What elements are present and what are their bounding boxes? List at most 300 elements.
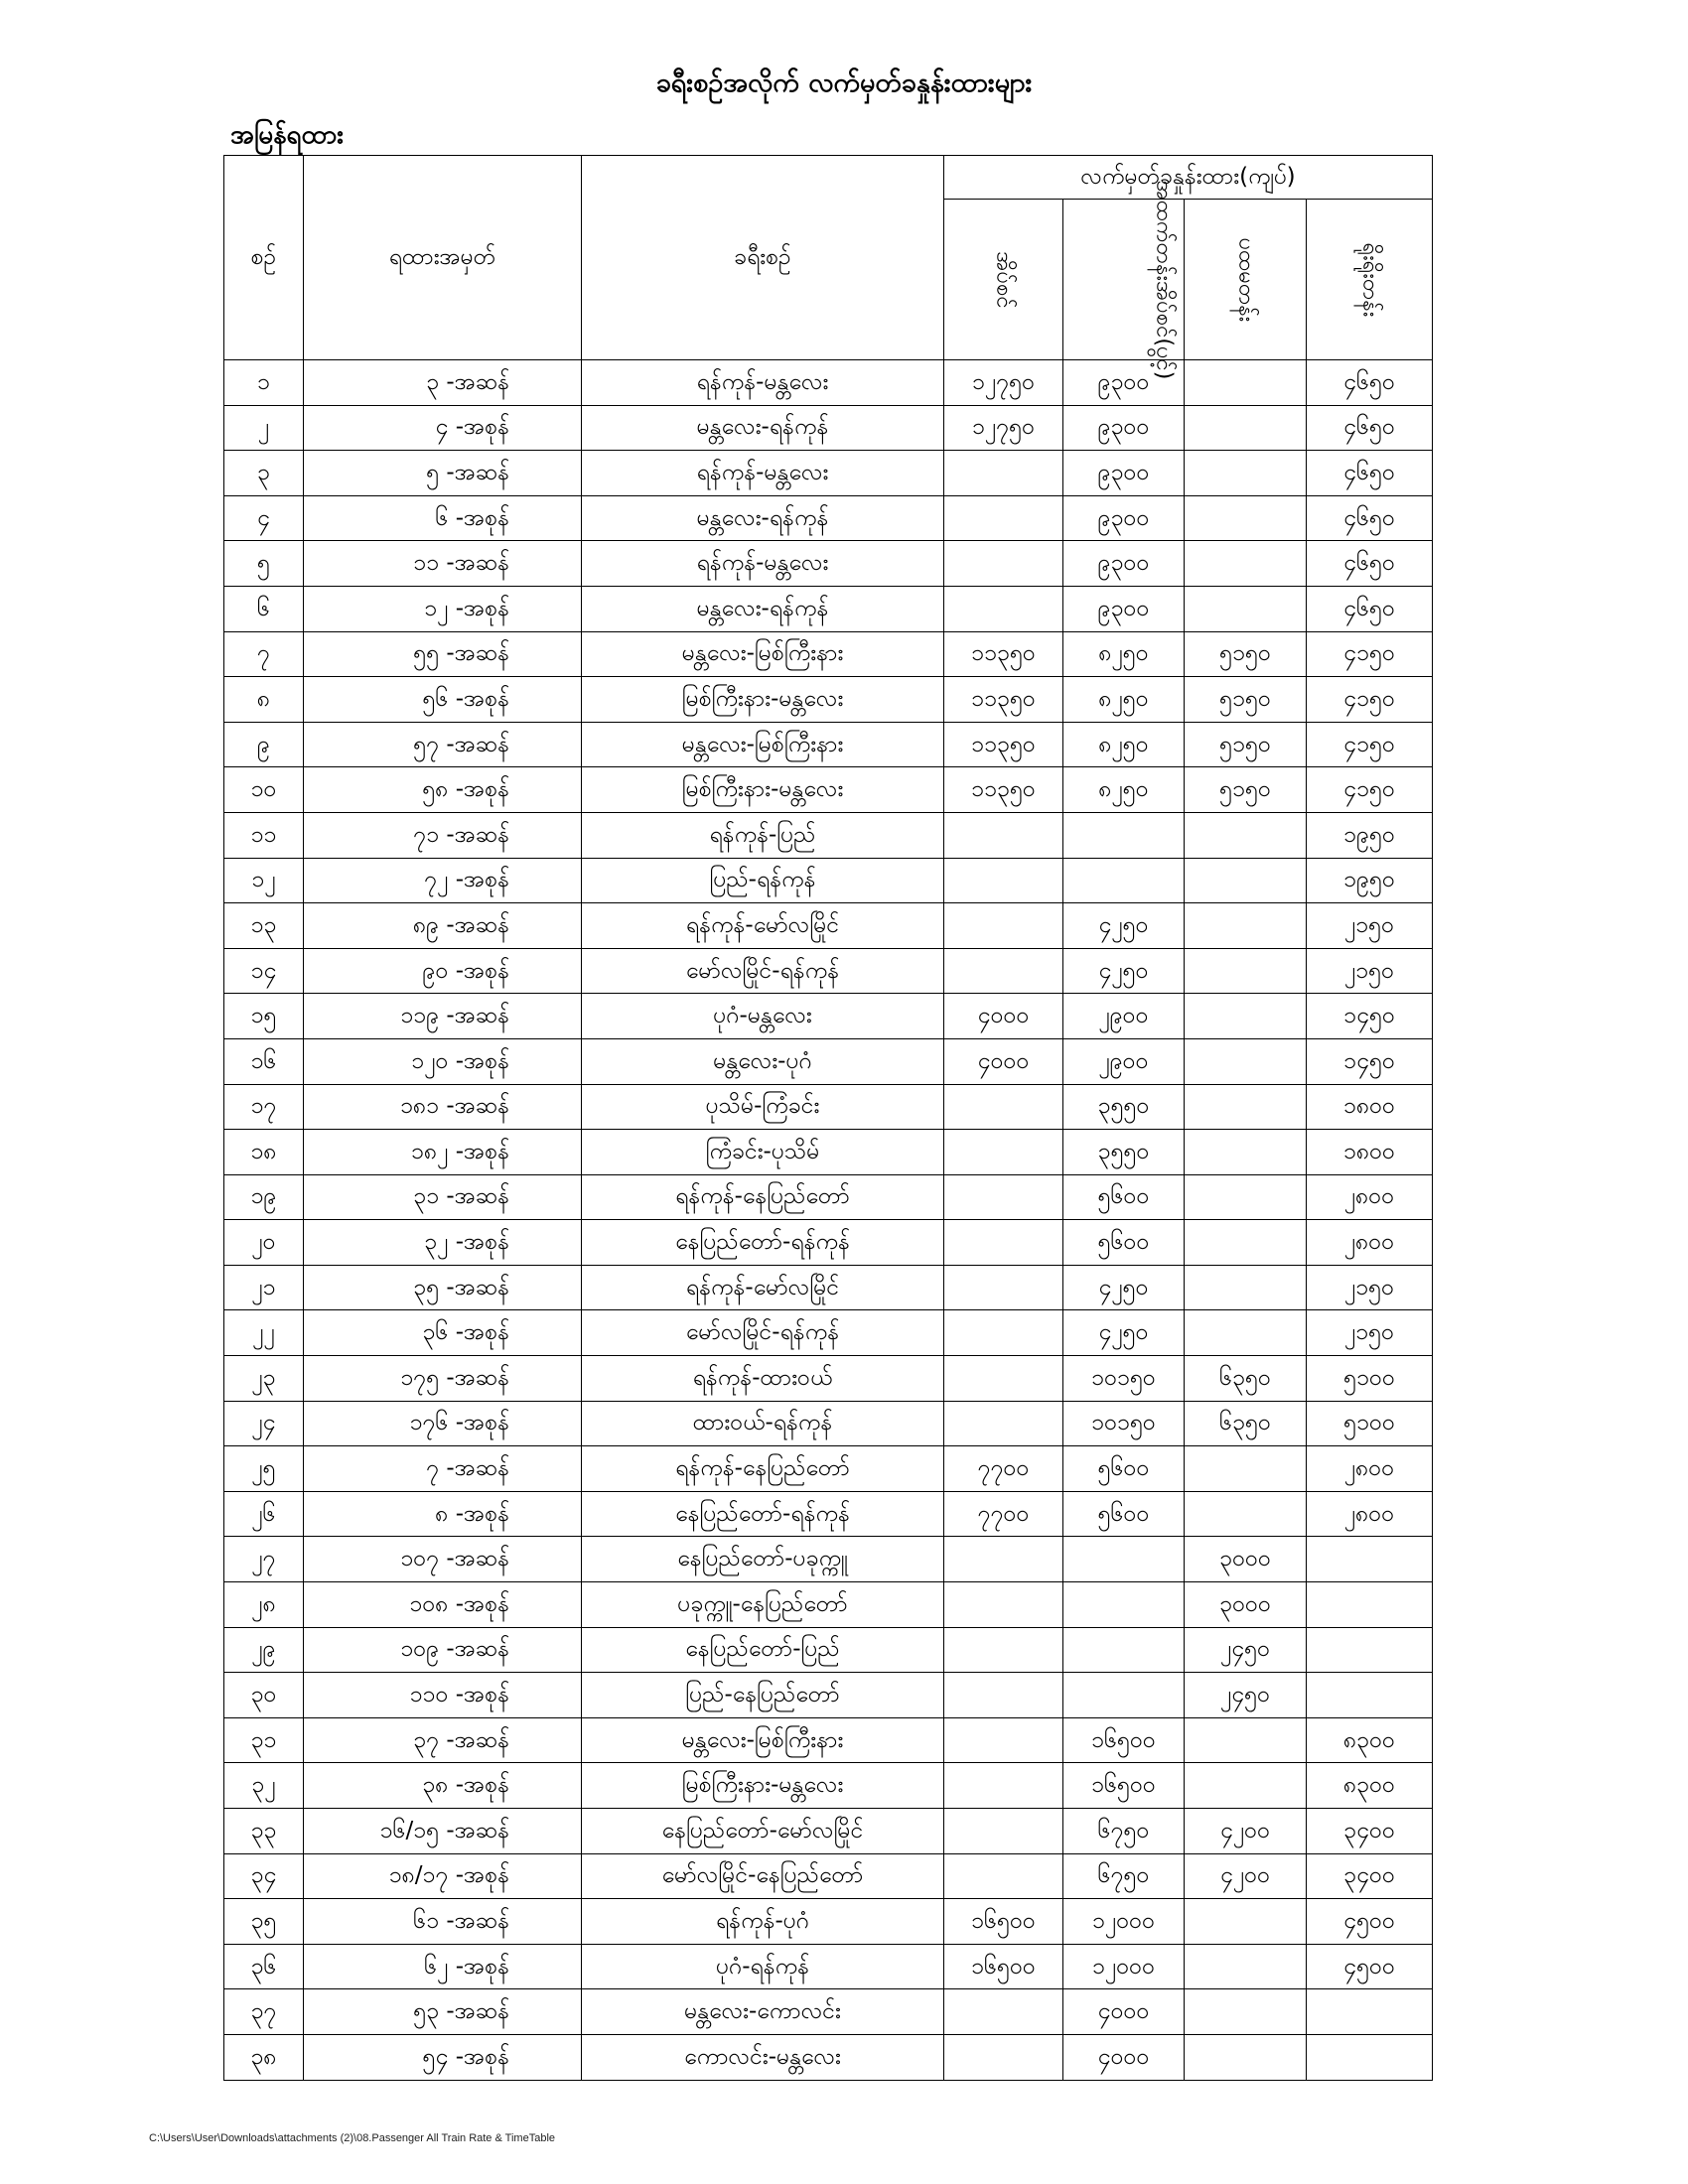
- fare-first-class: [1185, 1038, 1307, 1084]
- table-row: [224, 495, 1433, 541]
- fare-ordinary: ၂၁၅၀: [1307, 948, 1433, 994]
- table-row: [224, 1899, 1433, 1945]
- row-number: ၁၂: [224, 858, 304, 903]
- fare-upper-sleeper: ၈၂၅၀: [1063, 722, 1185, 767]
- fare-ordinary: ၅၁၀၀: [1307, 1356, 1433, 1402]
- fare-upper-sleeper: ၉၃၀၀: [1063, 405, 1185, 451]
- table-row: [224, 1174, 1433, 1220]
- route: မန္တလေး-မြစ်ကြီးနား: [582, 1717, 944, 1763]
- row-number: ၂၁: [224, 1265, 304, 1310]
- route: မန္တလေး-ရန်ကုန်: [582, 405, 944, 451]
- fare-ordinary: ၄၁၅၀: [1307, 677, 1433, 723]
- fare-ordinary: ၁၈၀၀: [1307, 1084, 1433, 1130]
- fare-ordinary: ၅၁၀၀: [1307, 1401, 1433, 1446]
- route: ကောလင်း-မန္တလေး: [582, 2034, 944, 2080]
- fare-first-class: ၄၂၀၀: [1185, 1809, 1307, 1854]
- fare-sleeper: [944, 812, 1063, 858]
- fare-upper-sleeper: ၁၀၁၅၀: [1063, 1401, 1185, 1446]
- route: မော်လမြိုင်-ရန်ကုန်: [582, 948, 944, 994]
- fare-upper-sleeper: ၃၅၅၀: [1063, 1130, 1185, 1175]
- route: ကြံခင်း-ပုသိမ်: [582, 1130, 944, 1175]
- row-number: ၆: [224, 586, 304, 631]
- fare-first-class: ၃၀၀၀: [1185, 1537, 1307, 1582]
- train-number: ၁၂ -အစုန်: [304, 586, 582, 631]
- train-number: ၁၁၉ -အဆန်: [304, 994, 582, 1039]
- fare-upper-sleeper: ၁၆၅၀၀: [1063, 1763, 1185, 1809]
- fare-upper-sleeper: ၉၃၀၀: [1063, 541, 1185, 587]
- fare-table-body: [224, 360, 1433, 2081]
- row-number: ၁၀: [224, 767, 304, 813]
- table-row: [224, 1446, 1433, 1492]
- route: မြစ်ကြီးနား-မန္တလေး: [582, 677, 944, 723]
- fare-sleeper: ၁၆၅၀၀: [944, 1944, 1063, 1989]
- train-number: ၆၂ -အစုန်: [304, 1944, 582, 1989]
- route: ရန်ကုန်-ပြည်: [582, 812, 944, 858]
- route: ရန်ကုန်-ပုဂံ: [582, 1899, 944, 1945]
- train-number: ၁၆/၁၅ -အဆန်: [304, 1809, 582, 1854]
- fare-ordinary: ၄၆၅၀: [1307, 495, 1433, 541]
- fare-upper-sleeper: ၁၂၀၀၀: [1063, 1899, 1185, 1945]
- fare-first-class: [1185, 994, 1307, 1039]
- route: မန္တလေး-ရန်ကုန်: [582, 495, 944, 541]
- fare-ordinary: [1307, 1627, 1433, 1673]
- route: ရန်ကုန်-မန္တလေး: [582, 541, 944, 587]
- row-number: ၁၄: [224, 948, 304, 994]
- fare-ordinary: ၂၈၀၀: [1307, 1446, 1433, 1492]
- row-number: ၂၈: [224, 1582, 304, 1628]
- route: မန္တလေး-ရန်ကုန်: [582, 586, 944, 631]
- fare-first-class: [1185, 1491, 1307, 1537]
- fare-sleeper: [944, 1582, 1063, 1628]
- row-number: ၈: [224, 677, 304, 723]
- fare-ordinary: ၈၃၀၀: [1307, 1717, 1433, 1763]
- fare-sleeper: [944, 1989, 1063, 2035]
- train-number: ၅၄ -အစုန်: [304, 2034, 582, 2080]
- table-row: [224, 405, 1433, 451]
- fare-first-class: [1185, 1944, 1307, 1989]
- fare-upper-sleeper: ၃၅၅၀: [1063, 1084, 1185, 1130]
- fare-ordinary: ၄၁၅၀: [1307, 631, 1433, 677]
- table-row: [224, 631, 1433, 677]
- row-number: ၁: [224, 360, 304, 406]
- train-number: ၁၁၀ -အစုန်: [304, 1673, 582, 1718]
- table-row: [224, 586, 1433, 631]
- row-number: ၃၃: [224, 1809, 304, 1854]
- fare-ordinary: [1307, 1537, 1433, 1582]
- fare-ordinary: ၄၅၀၀: [1307, 1944, 1433, 1989]
- fare-sleeper: [944, 1401, 1063, 1446]
- fare-upper-sleeper: ၄၂၅၀: [1063, 903, 1185, 949]
- fare-first-class: [1185, 586, 1307, 631]
- fare-upper-sleeper: ၉၃၀၀: [1063, 360, 1185, 406]
- header-no: စဉ်: [224, 156, 304, 360]
- train-number: ၈၉ -အဆန်: [304, 903, 582, 949]
- fare-sleeper: [944, 495, 1063, 541]
- table-row: [224, 1582, 1433, 1628]
- train-number: ၅၇ -အဆန်: [304, 722, 582, 767]
- table-row: [224, 1717, 1433, 1763]
- train-number: ၅၈ -အစုန်: [304, 767, 582, 813]
- fare-sleeper: [944, 586, 1063, 631]
- fare-upper-sleeper: ၉၃၀၀: [1063, 586, 1185, 631]
- fare-sleeper: [944, 2034, 1063, 2080]
- row-number: ၂၇: [224, 1537, 304, 1582]
- row-number: ၂၂: [224, 1310, 304, 1356]
- fare-upper-sleeper: ၂၉၀၀: [1063, 994, 1185, 1039]
- fare-upper-sleeper: ၅၆၀၀: [1063, 1446, 1185, 1492]
- row-number: ၅: [224, 541, 304, 587]
- table-row: [224, 1491, 1433, 1537]
- route: မြစ်ကြီးနား-မန္တလေး: [582, 767, 944, 813]
- table-row: [224, 994, 1433, 1039]
- fare-first-class: [1185, 1220, 1307, 1266]
- train-number: ၁၂၀ -အစုန်: [304, 1038, 582, 1084]
- route: မန္တလေး-ကောလင်း: [582, 1989, 944, 2035]
- fare-table: [223, 155, 1433, 2081]
- route: ရန်ကုန်-နေပြည်တော်: [582, 1174, 944, 1220]
- fare-upper-sleeper: ၄၀၀၀: [1063, 1989, 1185, 2035]
- fare-upper-sleeper: ၅၆၀၀: [1063, 1491, 1185, 1537]
- fare-ordinary: ၄၆၅၀: [1307, 586, 1433, 631]
- route: မော်လမြိုင်-နေပြည်တော်: [582, 1853, 944, 1899]
- row-number: ၃၆: [224, 1944, 304, 1989]
- route: နေပြည်တော်-မော်လမြိုင်: [582, 1809, 944, 1854]
- train-number: ၃ -အဆန်: [304, 360, 582, 406]
- row-number: ၁၈: [224, 1130, 304, 1175]
- page-title: ခရီးစဉ်အလိုက် လက်မှတ်ခနှုန်းထားများ: [655, 68, 1033, 98]
- fare-ordinary: ၄၆၅၀: [1307, 405, 1433, 451]
- fare-first-class: [1185, 948, 1307, 994]
- fare-ordinary: ၃၄၀၀: [1307, 1809, 1433, 1854]
- route: ပြည်-နေပြည်တော်: [582, 1673, 944, 1718]
- route: ပခုက္ကူ-နေပြည်တော်: [582, 1582, 944, 1628]
- table-row: [224, 1944, 1433, 1989]
- table-row: [224, 722, 1433, 767]
- row-number: ၂: [224, 405, 304, 451]
- fare-upper-sleeper: [1063, 1537, 1185, 1582]
- fare-first-class: ၅၁၅၀: [1185, 722, 1307, 767]
- fare-first-class: ၄၂၀၀: [1185, 1853, 1307, 1899]
- fare-ordinary: ၈၃၀၀: [1307, 1763, 1433, 1809]
- table-row: [224, 1084, 1433, 1130]
- table-row: [224, 1673, 1433, 1718]
- fare-ordinary: ၄၁၅၀: [1307, 767, 1433, 813]
- fare-ordinary: [1307, 1673, 1433, 1718]
- row-number: ၂၄: [224, 1401, 304, 1446]
- fare-first-class: ၃၀၀၀: [1185, 1582, 1307, 1628]
- fare-ordinary: ၁၉၅၀: [1307, 812, 1433, 858]
- route: ရန်ကုန်-မော်လမြိုင်: [582, 903, 944, 949]
- row-number: ၃: [224, 451, 304, 496]
- train-number: ၃၇ -အဆန်: [304, 1717, 582, 1763]
- fare-sleeper: [944, 1853, 1063, 1899]
- fare-ordinary: ၁၄၅၀: [1307, 1038, 1433, 1084]
- fare-first-class: ၆၃၅၀: [1185, 1356, 1307, 1402]
- fare-upper-sleeper: [1063, 1582, 1185, 1628]
- fare-first-class: ၅၁၅၀: [1185, 767, 1307, 813]
- header-class-ordinary: ရိုးရိုးတန်း: [1307, 200, 1433, 360]
- fare-sleeper: [944, 541, 1063, 587]
- row-number: ၁၃: [224, 903, 304, 949]
- fare-sleeper: [944, 1809, 1063, 1854]
- fare-ordinary: ၄၅၀၀: [1307, 1899, 1433, 1945]
- table-row: [224, 1989, 1433, 2035]
- row-number: ၄: [224, 495, 304, 541]
- train-number: ၁၇၆ -အစုန်: [304, 1401, 582, 1446]
- fare-ordinary: ၂၁၅၀: [1307, 1265, 1433, 1310]
- fare-upper-sleeper: ၁၆၅၀၀: [1063, 1717, 1185, 1763]
- fare-upper-sleeper: [1063, 858, 1185, 903]
- table-row: [224, 1310, 1433, 1356]
- fare-sleeper: [944, 1174, 1063, 1220]
- fare-first-class: ၅၁၅၀: [1185, 677, 1307, 723]
- train-number: ၁၀၉ -အဆန်: [304, 1627, 582, 1673]
- fare-ordinary: [1307, 1989, 1433, 2035]
- row-number: ၃၁: [224, 1717, 304, 1763]
- fare-sleeper: ၄၀၀၀: [944, 994, 1063, 1039]
- fare-upper-sleeper: ၈၂၅၀: [1063, 631, 1185, 677]
- train-number: ၆ -အစုန်: [304, 495, 582, 541]
- fare-upper-sleeper: ၆၇၅၀: [1063, 1809, 1185, 1854]
- route: ရန်ကုန်-မော်လမြိုင်: [582, 1265, 944, 1310]
- fare-first-class: [1185, 1763, 1307, 1809]
- fare-first-class: [1185, 1130, 1307, 1175]
- fare-ordinary: ၂၈၀၀: [1307, 1491, 1433, 1537]
- file-path-footer: C:\Users\User\Downloads\attachments (2)\08.Passenger All Train Rate & TimeTable: [149, 2132, 556, 2144]
- train-number: ၅၆ -အစုန်: [304, 677, 582, 723]
- fare-first-class: [1185, 2034, 1307, 2080]
- fare-first-class: [1185, 405, 1307, 451]
- table-row: [224, 1627, 1433, 1673]
- fare-ordinary: ၄၆၅၀: [1307, 541, 1433, 587]
- train-number: ၃၁ -အဆန်: [304, 1174, 582, 1220]
- fare-upper-sleeper: ၆၇၅၀: [1063, 1853, 1185, 1899]
- header-class-upper-sleeper: အထက်တန်းအိပ်စင်(ပွင့်): [1063, 200, 1185, 360]
- fare-upper-sleeper: ၉၃၀၀: [1063, 495, 1185, 541]
- row-number: ၃၄: [224, 1853, 304, 1899]
- fare-sleeper: [944, 1537, 1063, 1582]
- train-number: ၁၀၈ -အစုန်: [304, 1582, 582, 1628]
- fare-first-class: [1185, 541, 1307, 587]
- fare-first-class: ၂၄၅၀: [1185, 1673, 1307, 1718]
- fare-first-class: [1185, 495, 1307, 541]
- fare-ordinary: ၁၄၅၀: [1307, 994, 1433, 1039]
- route: မြစ်ကြီးနား-မန္တလေး: [582, 1763, 944, 1809]
- row-number: ၁၇: [224, 1084, 304, 1130]
- train-number: ၇၂ -အစုန်: [304, 858, 582, 903]
- section-subtitle: အမြန်ရထား: [230, 120, 344, 150]
- train-number: ၁၇၅ -အဆန်: [304, 1356, 582, 1402]
- route: ထားဝယ်-ရန်ကုန်: [582, 1401, 944, 1446]
- fare-upper-sleeper: ၈၂၅၀: [1063, 767, 1185, 813]
- fare-first-class: [1185, 1717, 1307, 1763]
- table-row: [224, 1763, 1433, 1809]
- train-number: ၇၁ -အဆန်: [304, 812, 582, 858]
- fare-sleeper: [944, 1310, 1063, 1356]
- fare-ordinary: ၁၉၅၀: [1307, 858, 1433, 903]
- fare-sleeper: ၁၁၃၅၀: [944, 722, 1063, 767]
- fare-sleeper: ၁၁၃၅၀: [944, 677, 1063, 723]
- fare-upper-sleeper: [1063, 812, 1185, 858]
- table-row: [224, 451, 1433, 496]
- fare-ordinary: ၃၄၀၀: [1307, 1853, 1433, 1899]
- fare-sleeper: ၁၂၇၅၀: [944, 405, 1063, 451]
- row-number: ၇: [224, 631, 304, 677]
- fare-first-class: [1185, 1265, 1307, 1310]
- row-number: ၃၀: [224, 1673, 304, 1718]
- train-number: ၁၁ -အဆန်: [304, 541, 582, 587]
- fare-sleeper: [944, 858, 1063, 903]
- route: မန္တလေး-မြစ်ကြီးနား: [582, 631, 944, 677]
- route: ရန်ကုန်-နေပြည်တော်: [582, 1446, 944, 1492]
- header-fare-group: လက်မှတ်ခနှုန်းထား(ကျပ်): [944, 156, 1433, 200]
- header-train: ရထားအမှတ်: [304, 156, 582, 360]
- table-row: [224, 360, 1433, 406]
- table-row: [224, 1537, 1433, 1582]
- fare-upper-sleeper: ၉၃၀၀: [1063, 451, 1185, 496]
- fare-upper-sleeper: [1063, 1627, 1185, 1673]
- route: မန္တလေး-မြစ်ကြီးနား: [582, 722, 944, 767]
- route: ပုဂံ-ရန်ကုန်: [582, 1944, 944, 1989]
- fare-first-class: [1185, 903, 1307, 949]
- route: နေပြည်တော်-ပြည်: [582, 1627, 944, 1673]
- table-row: [224, 2034, 1433, 2080]
- route: မန္တလေး-ပုဂံ: [582, 1038, 944, 1084]
- fare-first-class: [1185, 1174, 1307, 1220]
- row-number: ၁၅: [224, 994, 304, 1039]
- route: နေပြည်တော်-ရန်ကုန်: [582, 1220, 944, 1266]
- fare-sleeper: [944, 1717, 1063, 1763]
- fare-sleeper: ၁၆၅၀၀: [944, 1899, 1063, 1945]
- row-number: ၂၃: [224, 1356, 304, 1402]
- row-number: ၂၅: [224, 1446, 304, 1492]
- fare-upper-sleeper: ၄၀၀၀: [1063, 2034, 1185, 2080]
- header-route: ခရီးစဉ်: [582, 156, 944, 360]
- route: ရန်ကုန်-မန္တလေး: [582, 360, 944, 406]
- train-number: ၅ -အဆန်: [304, 451, 582, 496]
- fare-first-class: [1185, 360, 1307, 406]
- fare-upper-sleeper: ၄၂၅၀: [1063, 1265, 1185, 1310]
- fare-upper-sleeper: [1063, 1673, 1185, 1718]
- fare-upper-sleeper: ၁၂၀၀၀: [1063, 1944, 1185, 1989]
- route: ရန်ကုန်-မန္တလေး: [582, 451, 944, 496]
- fare-upper-sleeper: ၄၂၅၀: [1063, 948, 1185, 994]
- fare-first-class: [1185, 1989, 1307, 2035]
- fare-sleeper: [944, 1627, 1063, 1673]
- fare-ordinary: ၄၁၅၀: [1307, 722, 1433, 767]
- row-number: ၁၁: [224, 812, 304, 858]
- train-number: ၇ -အဆန်: [304, 1446, 582, 1492]
- row-number: ၂၀: [224, 1220, 304, 1266]
- fare-ordinary: ၂၁၅၀: [1307, 903, 1433, 949]
- fare-first-class: [1185, 812, 1307, 858]
- route: မော်လမြိုင်-ရန်ကုန်: [582, 1310, 944, 1356]
- train-number: ၃၆ -အစုန်: [304, 1310, 582, 1356]
- table-row: [224, 1130, 1433, 1175]
- table-row: [224, 1401, 1433, 1446]
- row-number: ၂၉: [224, 1627, 304, 1673]
- table-row: [224, 948, 1433, 994]
- fare-upper-sleeper: ၅၆၀၀: [1063, 1220, 1185, 1266]
- fare-ordinary: ၄၆၅၀: [1307, 451, 1433, 496]
- row-number: ၁၉: [224, 1174, 304, 1220]
- header-class-sleeper: အိပ်စင်: [944, 200, 1063, 360]
- table-row: [224, 1038, 1433, 1084]
- fare-sleeper: ၇၇၀၀: [944, 1446, 1063, 1492]
- table-row: [224, 1265, 1433, 1310]
- fare-upper-sleeper: ၅၆၀၀: [1063, 1174, 1185, 1220]
- fare-sleeper: [944, 451, 1063, 496]
- train-number: ၅၃ -အဆန်: [304, 1989, 582, 2035]
- fare-first-class: ၅၁၅၀: [1185, 631, 1307, 677]
- train-number: ၈ -အစုန်: [304, 1491, 582, 1537]
- fare-first-class: [1185, 858, 1307, 903]
- train-number: ၁၈၁ -အဆန်: [304, 1084, 582, 1130]
- table-row: [224, 767, 1433, 813]
- fare-sleeper: [944, 1673, 1063, 1718]
- fare-ordinary: [1307, 2034, 1433, 2080]
- table-row: [224, 1853, 1433, 1899]
- route: ပုသိမ်-ကြံခင်း: [582, 1084, 944, 1130]
- train-number: ၄ -အစုန်: [304, 405, 582, 451]
- train-number: ၃၅ -အဆန်: [304, 1265, 582, 1310]
- fare-upper-sleeper: ၂၉၀၀: [1063, 1038, 1185, 1084]
- route: နေပြည်တော်-ပခုက္ကူ: [582, 1537, 944, 1582]
- fare-ordinary: [1307, 1582, 1433, 1628]
- fare-first-class: ၂၄၅၀: [1185, 1627, 1307, 1673]
- table-row: [224, 1356, 1433, 1402]
- train-number: ၃၂ -အစုန်: [304, 1220, 582, 1266]
- train-number: ၁၀၇ -အဆန်: [304, 1537, 582, 1582]
- fare-first-class: [1185, 1446, 1307, 1492]
- route: ပုဂံ-မန္တလေး: [582, 994, 944, 1039]
- route: နေပြည်တော်-ရန်ကုန်: [582, 1491, 944, 1537]
- row-number: ၂၆: [224, 1491, 304, 1537]
- table-row: [224, 903, 1433, 949]
- fare-ordinary: ၄၆၅၀: [1307, 360, 1433, 406]
- row-number: ၁၆: [224, 1038, 304, 1084]
- train-number: ၃၈ -အစုန်: [304, 1763, 582, 1809]
- fare-upper-sleeper: ၁၀၁၅၀: [1063, 1356, 1185, 1402]
- fare-sleeper: [944, 1084, 1063, 1130]
- fare-sleeper: [944, 948, 1063, 994]
- row-number: ၃၂: [224, 1763, 304, 1809]
- fare-sleeper: [944, 1130, 1063, 1175]
- fare-first-class: [1185, 1310, 1307, 1356]
- header-class-first: ပထမတန်း: [1185, 200, 1307, 360]
- row-number: ၃၇: [224, 1989, 304, 2035]
- fare-sleeper: ၁၂၇၅၀: [944, 360, 1063, 406]
- train-number: ၁၈/၁၇ -အစုန်: [304, 1853, 582, 1899]
- train-number: ၁၈၂ -အစုန်: [304, 1130, 582, 1175]
- train-number: ၅၅ -အဆန်: [304, 631, 582, 677]
- fare-sleeper: [944, 1356, 1063, 1402]
- row-number: ၉: [224, 722, 304, 767]
- fare-ordinary: ၁၈၀၀: [1307, 1130, 1433, 1175]
- fare-sleeper: [944, 1763, 1063, 1809]
- table-row: [224, 1220, 1433, 1266]
- row-number: ၃၅: [224, 1899, 304, 1945]
- fare-sleeper: [944, 903, 1063, 949]
- fare-ordinary: ၂၈၀၀: [1307, 1220, 1433, 1266]
- train-number: ၆၁ -အဆန်: [304, 1899, 582, 1945]
- fare-sleeper: [944, 1265, 1063, 1310]
- fare-first-class: ၆၃၅၀: [1185, 1401, 1307, 1446]
- fare-upper-sleeper: ၈၂၅၀: [1063, 677, 1185, 723]
- train-number: ၉၀ -အစုန်: [304, 948, 582, 994]
- table-row: [224, 812, 1433, 858]
- fare-first-class: [1185, 1084, 1307, 1130]
